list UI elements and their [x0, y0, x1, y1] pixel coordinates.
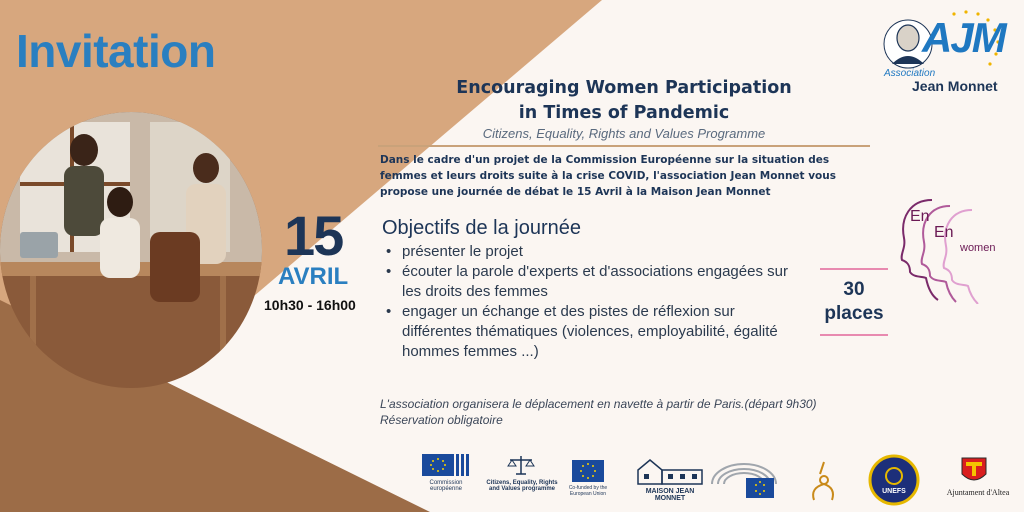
objectives-heading: Objectifs de la journée: [382, 217, 582, 239]
ajm-logo-name: Jean Monnet: [912, 78, 998, 94]
objective-item: • écouter la parole d'experts et d'associations engagées sur les droits des femmes: [386, 262, 806, 302]
partner-logos: [408, 452, 1020, 508]
date-day: 15: [284, 204, 343, 267]
event-subtitle: Citizens, Equality, Rights and Values Programme: [482, 126, 766, 141]
cerv-programme-label: Citizens, Equality, Rights and Values programme: [486, 480, 558, 492]
enwomen-en1: En: [910, 208, 930, 225]
enwomen-women: women: [960, 242, 996, 254]
event-title-line1: Encouraging Women Participation: [456, 78, 792, 98]
shuttle-note: [380, 396, 817, 428]
title-divider: [378, 145, 870, 147]
shuttle-note-line1: L'association organisera le déplacement en navette à partir de Paris.(départ 9h30): [380, 397, 817, 411]
justice-scale-icon: [506, 454, 536, 478]
objective-item: • engager un échange et des pistes de réflexion sur différentes thématiques (violences, employabilité, égalité hommes femmes ...): [386, 302, 806, 362]
invitation-heading: Invitation: [16, 25, 216, 77]
objective-item: • présenter le projet: [386, 242, 806, 262]
ajm-logo-letters: AJM: [922, 14, 1005, 61]
event-title-line2: in Times of Pandemic: [518, 103, 730, 123]
altea-coat-of-arms-icon: [958, 456, 990, 486]
intro-paragraph: Dans le cadre d'un projet de la Commission Européenne sur la situation des femmes et leurs droits suite à la crise COVID, l'association Jean Monnet vous propose une journée de débat le 15 Avril à la Maison Jean Monnet: [380, 154, 836, 198]
european-parliament-logo: [708, 458, 780, 500]
places-count: 30: [843, 279, 865, 300]
enwomen-en2: En: [934, 224, 954, 241]
ajm-logo-association: Association: [884, 68, 936, 79]
event-title: [380, 76, 868, 126]
maison-jean-monnet-house-icon: [634, 456, 706, 486]
unefs-label: UNEFS: [882, 488, 906, 495]
places-badge: [820, 268, 888, 336]
eu-flag-icon: [572, 460, 604, 482]
maison-jean-monnet-label: MAISON JEAN MONNET: [645, 488, 695, 502]
unefs-logo: [868, 454, 920, 506]
flame-figure-logo: [806, 460, 840, 502]
altea-label: Ajuntament d'Altea: [946, 488, 1010, 497]
women-meeting-photo: [0, 112, 262, 388]
date-month: AVRIL: [278, 263, 349, 290]
european-commission-label: Commission européenne: [429, 480, 463, 492]
date-time: 10h30 - 16h00: [264, 297, 356, 313]
reservation-note: Réservation obligatoire: [380, 413, 503, 427]
cofunded-eu-label: Co-funded by the European Union: [568, 485, 608, 497]
objectives-list: [386, 242, 806, 362]
places-label: places: [824, 303, 884, 324]
